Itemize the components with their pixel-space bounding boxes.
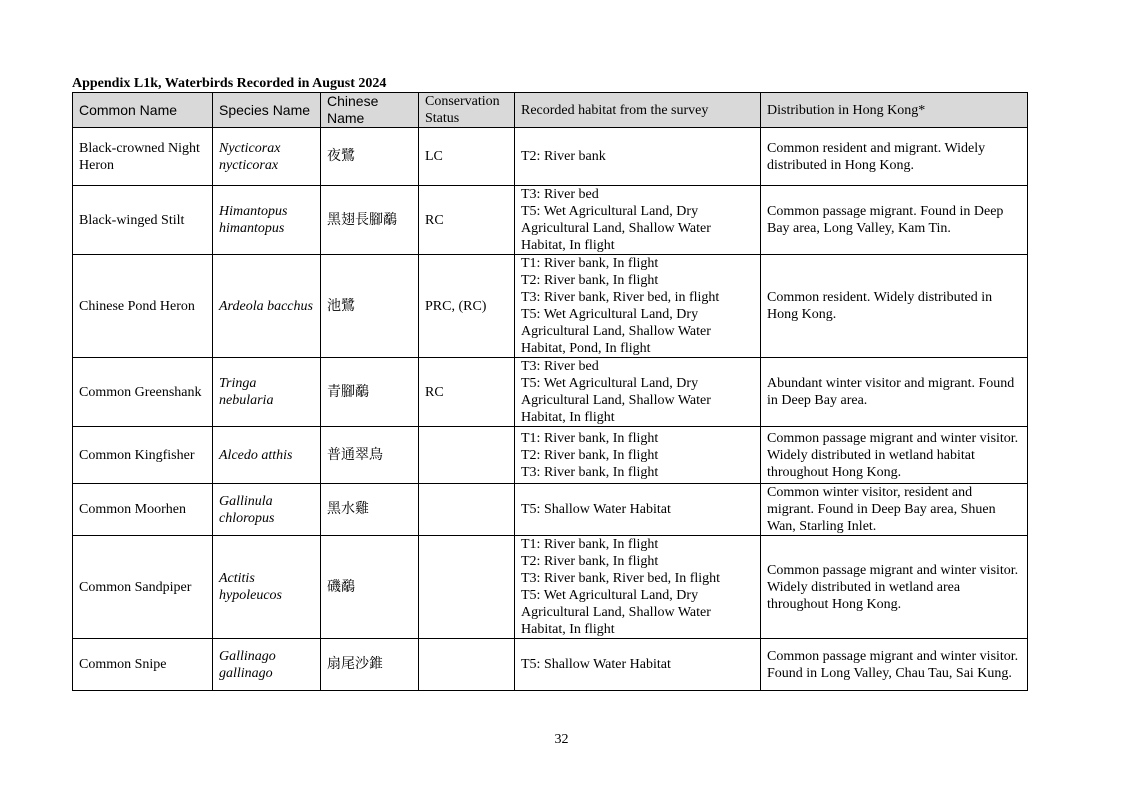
cell-conservation-status [419,427,515,484]
habitat-line: T5: Wet Agricultural Land, Dry Agricultural Land, Shallow Water Habitat, In flight [521,204,711,253]
cell-recorded-habitat [515,186,761,255]
habitat-line: T3: River bed [521,359,599,374]
cell-common-name: Black-crowned Night Heron [73,128,213,186]
cell-distribution: Abundant winter visitor and migrant. Found in Deep Bay area. [761,358,1028,427]
habitat-line: T2: River bank, In flight [521,273,659,288]
habitat-line: T3: River bank, River bed, in flight [521,290,720,305]
cell-conservation-status: LC [419,128,515,186]
habitat-line: T1: River bank, In flight [521,430,659,446]
habitat-line: T1: River bank, In flight [521,256,659,271]
habitat-line: T5: Shallow Water Habitat [521,657,671,672]
cell-species-name: Gallinula chloropus [213,484,321,536]
cell-common-name: Common Kingfisher [73,427,213,484]
table-row [73,484,1028,536]
cell-distribution: Common resident and migrant. Widely distributed in Hong Kong. [761,128,1028,186]
cell-chinese-name: 青腳鷸 [321,358,419,427]
cell-conservation-status: RC [419,186,515,255]
table-row [73,128,1028,186]
header-distribution: Distribution in Hong Kong* [761,93,1028,128]
habitat-line: T3: River bank, River bed, In flight [521,571,721,586]
table-caption: Appendix L1k, Waterbirds Recorded in August 2024 [72,76,387,91]
cell-common-name: Black-winged Stilt [73,186,213,255]
habitat-line: T2: River bank, In flight [521,554,659,569]
cell-conservation-status [419,536,515,639]
cell-distribution: Common passage migrant and winter visitor. Widely distributed in wetland area throughout Hong Kong. [761,536,1028,639]
habitat-line: T5: Wet Agricultural Land, Dry Agricultural Land, Shallow Water Habitat, In flight [521,376,711,425]
cell-species-name: Nycticorax nycticorax [213,128,321,186]
table-row [73,427,1028,484]
header-chinese-name: Chinese Name [321,93,419,128]
habitat-line: T5: Shallow Water Habitat [521,502,671,517]
habitat-line: T3: River bed [521,187,599,202]
cell-common-name: Chinese Pond Heron [73,255,213,358]
header-conservation-status: Conservation Status [419,93,515,128]
cell-distribution: Common passage migrant and winter visitor. Found in Long Valley, Chau Tau, Sai Kung. [761,639,1028,691]
cell-chinese-name: 普通翠鳥 [321,427,419,484]
header-common-name: Common Name [73,93,213,128]
cell-species-name: Alcedo atthis [213,427,321,484]
cell-chinese-name: 磯鷸 [321,536,419,639]
cell-common-name: Common Sandpiper [73,536,213,639]
cell-common-name: Common Snipe [73,639,213,691]
cell-recorded-habitat [515,536,761,639]
cell-chinese-name: 夜鷺 [321,128,419,186]
cell-distribution: Common resident. Widely distributed in Hong Kong. [761,255,1028,358]
cell-recorded-habitat [515,358,761,427]
cell-species-name: Himantopus himantopus [213,186,321,255]
waterbirds-table [72,92,1028,691]
cell-common-name: Common Moorhen [73,484,213,536]
page-number: 32 [554,732,569,747]
cell-species-name: Gallinago gallinago [213,639,321,691]
cell-recorded-habitat [515,639,761,691]
cell-chinese-name: 扇尾沙錐 [321,639,419,691]
cell-chinese-name: 黑翅長腳鷸 [321,186,419,255]
cell-chinese-name: 池鷺 [321,255,419,358]
habitat-line: T5: Wet Agricultural Land, Dry Agricultural Land, Shallow Water Habitat, Pond, In flight [521,307,711,356]
table-row [73,186,1028,255]
table-header-row [73,93,1028,128]
table-row [73,255,1028,358]
cell-species-name: Tringa nebularia [213,358,321,427]
cell-recorded-habitat [515,484,761,536]
cell-chinese-name: 黑水雞 [321,484,419,536]
habitat-line: T3: River bank, In flight [521,464,659,480]
habitat-line: T5: Wet Agricultural Land, Dry Agricultural Land, Shallow Water Habitat, In flight [521,588,711,637]
table-row [73,358,1028,427]
cell-species-name: Ardeola bacchus [213,255,321,358]
cell-common-name: Common Greenshank [73,358,213,427]
cell-recorded-habitat [515,255,761,358]
cell-conservation-status: RC [419,358,515,427]
cell-recorded-habitat [515,427,761,484]
header-recorded-habitat: Recorded habitat from the survey [515,93,761,128]
header-species-name: Species Name [213,93,321,128]
cell-recorded-habitat [515,128,761,186]
habitat-line: T2: River bank [521,149,606,164]
cell-conservation-status: PRC, (RC) [419,255,515,358]
table-row [73,536,1028,639]
cell-species-name: Actitis hypoleucos [213,536,321,639]
table-row [73,639,1028,691]
habitat-line: T2: River bank, In flight [521,447,659,463]
cell-distribution: Common passage migrant. Found in Deep Bay area, Long Valley, Kam Tin. [761,186,1028,255]
habitat-line: T1: River bank, In flight [521,537,659,552]
cell-distribution: Common winter visitor, resident and migrant. Found in Deep Bay area, Shuen Wan, Starling Inlet. [761,484,1028,536]
cell-conservation-status [419,484,515,536]
cell-distribution: Common passage migrant and winter visitor. Widely distributed in wetland habitat throughout Hong Kong. [761,427,1028,484]
cell-conservation-status [419,639,515,691]
